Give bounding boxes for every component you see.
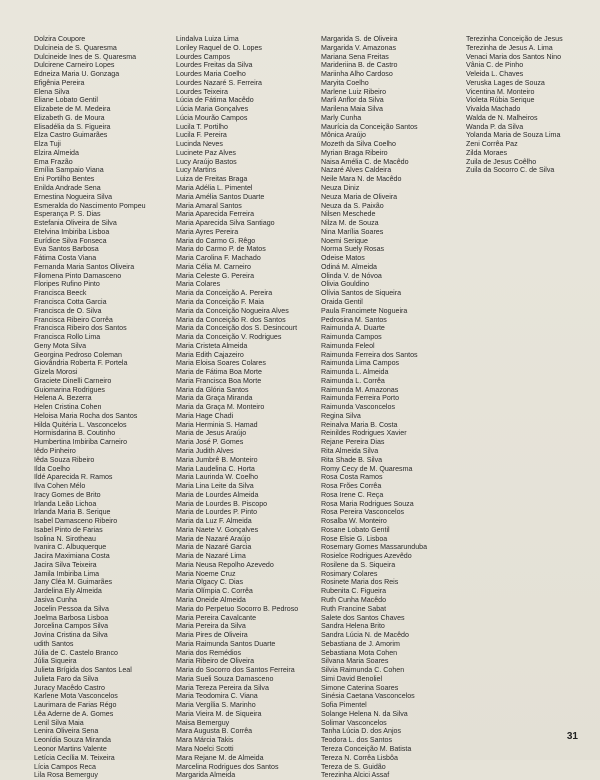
name-entry: Marideriina B. de Castro [321,61,398,70]
name-entry: Iêda Souza Ribeiro [34,455,95,464]
name-entry: Dolzira Coupore [34,35,86,43]
name-entry: Neuza Diniz [321,184,360,193]
name-entry: Maria da Conceição F. Maia [176,297,264,306]
name-entry: Ema Frazão [34,157,73,166]
name-entry: Lúcia Mourão Campos [176,113,248,122]
name-entry: Rubenita C. Figueira [321,587,387,596]
name-entry: Veleida L. Chaves [466,70,524,79]
name-entry: Ruth Francine Sabat [321,604,387,613]
name-entry: Iracy Gomes de Brito [34,490,101,499]
name-entry: Zuila da Socorro C. de Silva [466,166,555,175]
name-entry: Maria Ayres Pereira [176,227,239,236]
name-entry: Marli Anflor da Silva [321,96,384,105]
name-entry: Lucinda Neves [176,140,223,149]
name-entry: Efigênia Pereira [34,78,85,87]
name-entry: Maria da Conceição R. dos Santos [176,315,286,324]
name-entry: Isolina N. Sirotheau [34,534,96,543]
name-entry: Maurícia da Conceição Santos [321,122,418,131]
name-entry: Maria do Carmo G. Rêgo [176,236,256,245]
name-entry: Maria Celeste G. Pereira [176,271,255,280]
name-entry: Maria Amélia Santos Duarte [176,192,265,201]
name-entry: Maria Sueli Souza Damasceno [176,674,274,683]
name-entry: Sofia Pimentel [321,701,367,710]
name-entry: Mariinha Alho Cardoso [321,70,393,79]
name-entry: Regina Silva [321,411,361,420]
name-entry: Terezinha Conceição de Jesus [466,35,563,43]
name-entry: Isabel Damasceno Ribeiro [34,517,118,526]
name-entry: Maria Carolina F. Machado [176,254,261,263]
name-entry: Zuila de Jesus Coêlho [466,157,537,166]
name-entry: Emília Sampaio Viana [34,166,104,175]
name-entry: Lucila T. Portilho [176,122,228,131]
name-entry: Raimunda M. Amazonas [321,385,399,394]
name-entry: Rita Almeida Silva [321,446,379,455]
name-entry: Hilda Quitéria L. Vasconcelos [34,420,127,429]
name-entry: Myrian Braga Ribeiro [321,148,388,157]
name-entry: Maria Judith Alves [176,446,234,455]
name-entry: Mariana Sena Freitas [321,52,389,61]
name-entry: Mara Rejane M. de Almeida [176,753,264,762]
name-entry: Maria Neusa Repolho Azevedo [176,560,274,569]
name-entry: Rejane Pereira Dias [321,438,385,447]
name-entry: Lucy Martins [176,166,217,175]
name-entry: Mara Noelci Scotti [176,745,234,754]
name-entry: Raimunda A. Duarte [321,324,385,333]
name-entry: Luiza de Freitas Braga [176,175,248,184]
name-entry: Leonídia Souza Miranda [34,736,111,745]
name-entry: Maria Adélia L. Pimentel [176,184,253,193]
name-entry: Elisadélia da S. Figueira [34,122,111,131]
name-entry: Maria Aparecida Silva Santiago [176,219,275,228]
name-column-2 [176,35,316,780]
name-entry: Margarida V. Amazonas [321,43,397,52]
name-entry: Maria de Lourdes Almeida [176,490,259,499]
name-entry: Maria Olgacy C. Dias [176,578,244,587]
name-entry: udith Santos [34,639,74,648]
name-entry: Lindalva Luiza Lima [176,35,239,43]
name-entry: Maria Teodomira C. Viana [176,692,258,701]
name-entry: Tereza N. Corrêa Lisbôa [321,753,398,762]
name-entry: Maria Edith Cajazeiro [176,350,244,359]
name-entry: Julieta Brígida dos Santos Leal [34,666,132,675]
name-entry: Raimunda Vasconcelos [321,403,395,412]
name-entry: Sandra Helena Brito [321,622,385,631]
name-entry: Zeni Corrêa Paz [466,140,518,149]
name-entry: Esmeralda do Nascimento Pompeu [34,201,146,210]
name-entry: Maria Tereza Pereira da Silva [176,683,269,692]
name-entry: Rose Elsie G. Lisboa [321,534,388,543]
name-entry: Maria da Graça Miranda [176,394,253,403]
name-entry: Filomena Pinto Damasceno [34,271,122,280]
name-entry: Edneiza Maria U. Gonzaga [34,70,120,79]
name-entry: Maria Célia M. Carneiro [176,262,251,271]
name-entry: Solange Helena N. da Silva [321,709,408,718]
name-entry: Mara Augusta B. Corrêa [176,727,253,736]
name-entry: Naisa Amélia C. de Macêdo [321,157,409,166]
name-entry: Rosa Costa Ramos [321,473,383,482]
name-entry: Raimunda L. Almeida [321,368,389,377]
name-entry: Laurimara de Farias Régo [34,701,117,710]
name-entry: Maria da Conceição V. Rodrigues [176,333,282,342]
name-entry: Maria Pereira Cavalcante [176,613,257,622]
name-entry: Francisca Ribeiro dos Santos [34,324,127,333]
name-entry: Francisca Beeck [34,289,87,298]
name-entry: Eva Santos Barbosa [34,245,99,254]
name-entry: Graciete Dinelli Carneiro [34,376,112,385]
name-entry: Reinalva Maria B. Costa [321,420,398,429]
name-entry: Francisca Ribeiro Corrêa [34,315,113,324]
name-entry: Lúcia de Fátima Macêdo [176,96,254,105]
name-entry: Maria do Perpetuo Socorro B. Pedroso [176,604,299,613]
name-entry: Juracy Macêdo Castro [34,683,105,692]
name-entry: Maria Aparecida Ferreira [176,210,255,219]
name-entry: Neile Mara N. de Macêdo [321,175,402,184]
name-entry: Helena A. Bezerra [34,394,92,403]
name-entry: Rosilene da S. Siqueira [321,560,396,569]
name-entry: Solimar Vasconcelos [321,718,387,727]
name-entry: Simi David Benoliel [321,674,383,683]
name-entry: Neuza Maria de Oliveira [321,192,398,201]
name-entry: Reinildes Rodrigues Xavier [321,429,407,438]
name-entry: Maria Amaral Santos [176,201,242,210]
name-entry: Marlene Luiz Ribeiro [321,87,387,96]
name-entry: Veruska Lages de Souza [466,78,545,87]
name-entry: Francisca Cotta Garcia [34,297,107,306]
name-entry: Maria José P. Gomes [176,438,244,447]
name-entry: Rosimary Colares [321,569,378,578]
name-entry: Raimunda Ferreira Porto [321,394,400,403]
name-entry: Lícia Campos Reca [34,762,96,771]
page-number: 31 [566,731,578,742]
name-entry: Maria Lina Leite da Silva [176,482,254,491]
name-entry: Olivia Gouldino [321,280,370,289]
name-entry: Olinda V. de Nóvoa [321,271,382,280]
name-entry: Rosinete Maria dos Reis [321,578,399,587]
name-entry: Sandra Lúcia N. de Macêdo [321,631,409,640]
name-entry: Elza Castro Guimarães [34,131,108,140]
name-entry: Sinésia Caetana Vasconcelos [321,692,415,701]
name-entry: Eni Portilho Bentes [34,175,95,184]
name-entry: Giovândria Roberta F. Portela [34,359,128,368]
name-entry: Elena Silva [34,87,70,96]
name-entry: Maria dos Remédios [176,648,242,657]
name-entry: Vânia C. de Pinho [466,61,524,70]
name-entry: Hormisdarina B. Coutinho [34,429,116,438]
name-entry: Isabel Pinto de Farias [34,525,103,534]
name-entry: Rosalba W. Monteiro [321,517,387,526]
name-entry: Salete dos Santos Chaves [321,613,405,622]
name-entry: Noemi Serique [321,236,368,245]
name-entry: Jasiva Cunha [34,596,77,604]
name-entry: Maria Noeme Cruz [176,569,236,578]
name-entry: Joelma Barbosa Lisboa [34,613,109,622]
name-entry: Eurídice Silva Fonseca [34,236,107,245]
name-entry: Letícia Cecília M. Teixeira [34,753,115,762]
name-entry: Lucy Araújo Bastos [176,157,237,166]
name-entry: Rosielce Rodrigues Azevêdo [321,552,412,561]
name-entry: Maria de Lourdes B. Piscopo [176,499,268,508]
name-entry: Yolanda Maria de Souza Lima [466,131,561,140]
name-entry: Estefania Oliveira de Silva [34,219,117,228]
name-entry: Elizabete de M. Medeira [34,105,111,114]
name-entry: Sebastiana de J. Amorim [321,639,400,648]
name-entry: Lourdes Maria Coelho [176,70,246,79]
name-entry: Lêa Aderne de A. Gomes [34,709,114,718]
name-entry: Karlene Mota Vasconcelos [34,692,118,701]
name-column-1 [34,35,169,780]
name-entry: Mara Márcia Takis [176,736,234,745]
name-entry: Maria da Conceição Nogueira Alves [176,306,289,315]
name-entry: Violeta Rúbia Serique [466,96,535,105]
name-entry: Maria do Socorro dos Santos Ferreira [176,666,295,675]
name-entry: Tereza de S. Guidão [321,762,386,771]
name-entry: Fátima Costa Viana [34,254,97,263]
name-entry: Maria Olímpia C. Corrêa [176,587,253,596]
name-entry: Raimunda Feleol [321,341,375,350]
name-entry: Maria da Luz F. Almeida [176,517,252,526]
name-entry: Maria da Graça M. Monteiro [176,403,265,412]
name-entry: Lourdes Campos [176,52,231,61]
name-entry: Dulcineide Ines de S. Quaresma [34,52,137,61]
name-entry: Maria Ribeiro de Oliveira [176,657,255,666]
name-entry: Maria Jumbrê B. Monteiro [176,455,258,464]
name-entry: Raimunda Campos [321,333,382,342]
name-entry: Elza Tuji [34,140,61,149]
name-entry: Maria Herminia S. Hamad [176,420,258,429]
name-entry: Maria Pires de Oliveira [176,631,248,640]
name-entry: Maria Colares [176,280,221,289]
name-entry: Lúcia Maria Gonçalves [176,105,249,114]
name-entry: Maisa Bemerguy [176,718,230,727]
name-entry: Nazaré Alves Caldeira [321,166,392,175]
name-entry: Lenira Oliveira Sena [34,727,99,736]
name-entry: Elzira Almeida [34,148,79,157]
name-entry: Maria de Jesus Araújo [176,429,247,438]
name-entry: Odeise Matos [321,254,365,263]
name-entry: Silvia Raimunda C. Cohen [321,666,405,675]
name-entry: Rosa Maria Rodrigues Souza [321,499,414,508]
name-entry: Maria de Fátima Boa Morte [176,368,262,377]
name-entry: Vivalda Machado [466,105,521,114]
name-entry: Lourdes Freitas da Silva [176,61,253,70]
name-entry: Marly Cunha [321,113,362,122]
name-entry: Romy Cecy de M. Quaresma [321,464,413,473]
name-entry: Walda de N. Malheiros [466,113,538,122]
name-entry: Leonor Martins Valente [34,745,107,754]
name-entry: Floripes Rufino Pinto [34,280,100,289]
name-entry: Ivanira C. Albuquerque [34,543,107,552]
name-column-4 [466,35,596,175]
name-entry: Tereza Conceição M. Batista [321,745,412,754]
name-entry: Teodora L. dos Santos [321,736,392,745]
name-entry: Francisca Rollo Lima [34,333,101,342]
name-entry: Lucinete Paz Alves [176,148,236,157]
name-entry: Oraida Gentil [321,297,363,306]
name-entry: Margarida S. de Oliveira [321,35,398,43]
name-entry: Ernestina Nogueira Silva [34,192,113,201]
name-entry: Sebastiana Mota Cohen [321,648,398,657]
name-entry: Fernanda Maria Santos Oliveira [34,262,135,271]
name-entry: Rita Shade B. Silva [321,455,383,464]
name-entry: Maria da Glória Santos [176,385,249,394]
name-entry: Maria Pereira da Silva [176,622,246,631]
name-entry: Maria Oneide Almeida [176,596,246,604]
name-entry: Marilena Maia Silva [321,105,383,114]
name-entry: Raimunda L. Corrêa [321,376,385,385]
name-entry: Jacira Silva Teixeira [34,560,97,569]
name-entry: Loriley Raquel de O. Lopes [176,43,262,52]
name-entry: Maria Vergília S. Marinho [176,701,256,710]
name-entry: Maria de Nazaré Araújo [176,534,251,543]
name-entry: Raimunda Ferreira dos Santos [321,350,418,359]
name-entry: Paula Francimete Nogueira [321,306,408,315]
name-entry: Maryita Coelho [321,78,369,87]
name-entry: Norma Suely Rosas [321,245,385,254]
name-entry: Olívia Santos de Siqueira [321,289,402,298]
name-entry: Terezinha Alcici Assaf [321,771,390,780]
name-entry: Nina Marília Soares [321,227,384,236]
name-entry: Esperança P. S. Dias [34,210,101,219]
name-entry: Rosa Irene C. Reça [321,490,384,499]
name-entry: Eliane Lobato Gentil [34,96,98,105]
name-entry: Maria Cristeta Almeida [176,341,248,350]
name-entry: Rosane Lobato Gentil [321,525,390,534]
name-entry: Maria Eloisa Soares Colares [176,359,266,368]
name-entry: Ilva Cohen Mélo [34,482,86,491]
name-entry: Simone Caterina Soares [321,683,399,692]
name-entry: Maria da Conceição dos S. Desincourt [176,324,298,333]
name-list [34,35,594,780]
name-entry: Lourdes Nazaré S. Ferreira [176,78,262,87]
name-entry: Helen Cristina Cohen [34,403,102,412]
name-entry: Jocelin Pessoa da Silva [34,604,109,613]
name-entry: Mozeth da Silva Coelho [321,140,396,149]
name-entry: Rosa Pereira Vasconcelos [321,508,405,517]
name-entry: Enilda Andrade Sena [34,184,101,193]
name-entry: Jacira Maximiana Costa [34,552,110,561]
name-entry: Etelvina Imbiriba Lisboa [34,227,110,236]
name-entry: Odiná M. Almeida [321,262,377,271]
name-entry: Maria da Conceição A. Pereira [176,289,273,298]
name-entry: Jovina Cristina da Silva [34,631,108,640]
name-entry: Rosa Frões Corrêa [321,482,382,491]
name-entry: Maria Francisca Boa Morte [176,376,262,385]
name-entry: Maria de Nazaré Lima [176,552,246,561]
name-entry: Maria Laurinda W. Coelho [176,473,259,482]
name-entry: Venaci Maria dos Santos Nino [466,52,562,61]
name-entry: Ildé Aparecida R. Ramos [34,473,113,482]
name-entry: Iêdo Pinheiro [34,446,76,455]
name-entry: Marcelina Rodrigues dos Santos [176,762,279,771]
name-entry: Lucila F. Pereira [176,131,227,140]
name-entry: Raimunda Lima Campos [321,359,400,368]
name-entry: Georgina Pedroso Coleman [34,350,122,359]
name-entry: Júlia de C. Castelo Branco [34,648,118,657]
name-entry: Tanha Lúcia D. dos Anjos [321,727,402,736]
name-entry: Lila Rosa Bemerguy [34,771,98,780]
name-entry: Terezinha de Jesus A. Lima [466,43,553,52]
name-entry: Vicentina M. Monteiro [466,87,535,96]
name-entry: Margarida Almeida [176,771,236,780]
name-entry: Humbertina Imbiriba Carneiro [34,438,128,447]
name-entry: Heloisa Maria Rocha dos Santos [34,411,138,420]
name-entry: Maria Naete V. Gonçalves [176,525,259,534]
name-entry: Nilsen Meschede [321,210,376,219]
name-entry: Jany Cléa M. Guimarães [34,578,113,587]
name-entry: Geny Mota Silva [34,341,87,350]
name-entry: Dulcineia de S. Quaresma [34,43,117,52]
name-entry: Ilda Coelho [34,464,70,473]
name-entry: Elizabeth G. de Moura [34,113,105,122]
name-entry: Guiomarina Rodrigues [34,385,105,394]
name-entry: Maria de Lourdes P. Pinto [176,508,258,517]
name-entry: Ruth Cunha Macêdo [321,596,387,604]
name-entry: Jardelina Ely Almeida [34,587,102,596]
name-entry: Rosemary Gomes Massarunduba [321,543,428,552]
name-entry: Nilza M. de Souza [321,219,379,228]
name-entry: Maria Hage Chadi [176,411,234,420]
name-entry: Jorcelina Campos Silva [34,622,109,631]
name-entry: Lourdes Teixeira [176,87,228,96]
name-entry: Gizela Morosi [34,368,78,377]
name-entry: Francisca de O. Silva [34,306,102,315]
name-entry: Irlanda Maria B. Serique [34,508,111,517]
name-entry: Jamila Imbiriba Lima [34,569,100,578]
name-entry: Irlanda Leão Lichoa [34,499,97,508]
name-entry: Julieta Faro da Silva [34,674,99,683]
name-entry: Zilda Moraes [466,148,508,157]
name-column-3 [321,35,461,780]
name-entry: Lenil Silva Maia [34,718,84,727]
name-entry: Maria Raimunda Santos Duarte [176,639,276,648]
name-entry: Júlia Siqueira [34,657,77,666]
name-entry: Neuza da S. Paixão [321,201,384,210]
name-entry: Mônica Araújo [321,131,366,140]
name-entry: Dulcirene Carneiro Lopes [34,61,115,70]
name-entry: Maria do Carmo P. de Matos [176,245,266,254]
name-entry: Maria Vieira M. de Siqueira [176,709,262,718]
name-entry: Maria de Nazaré Garcia [176,543,252,552]
name-entry: Maria Laudelina C. Horta [176,464,255,473]
name-entry: Wanda P. da Silva [466,122,524,131]
name-entry: Silvana Maria Soares [321,657,389,666]
name-entry: Pedrosina M. Santos [321,315,387,324]
